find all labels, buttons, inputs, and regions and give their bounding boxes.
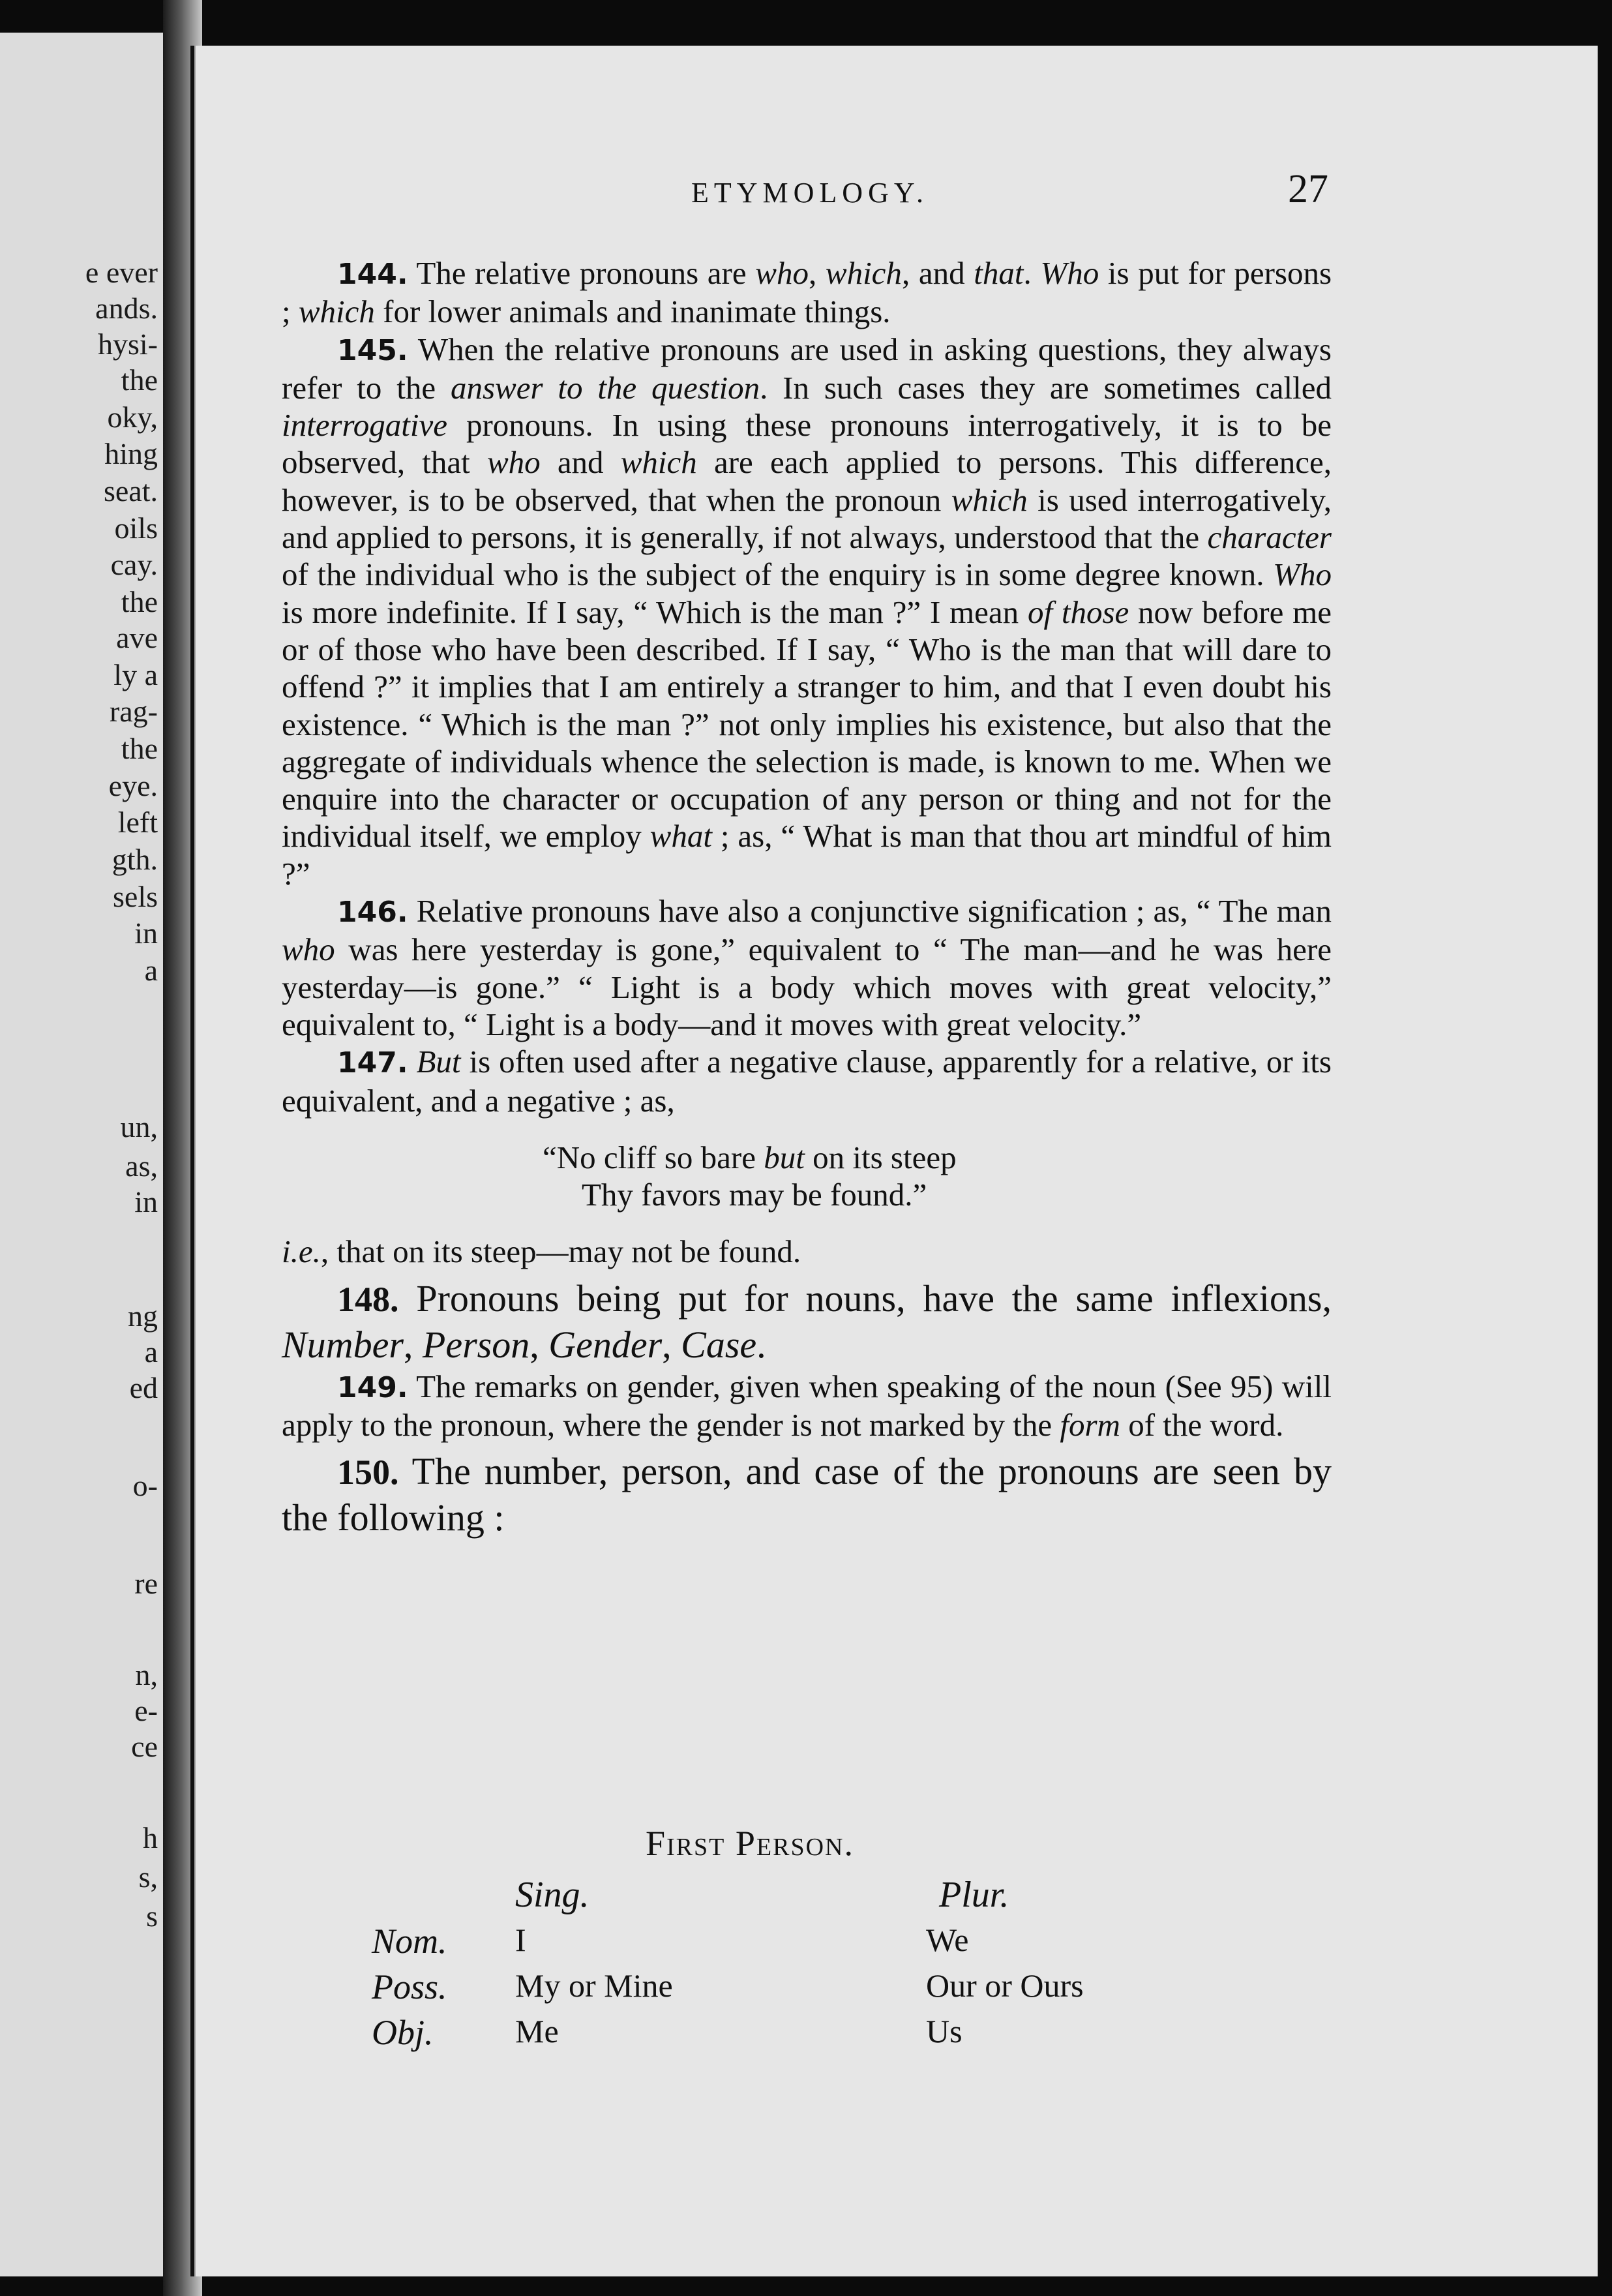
verse-line-2: Thy favors may be found.” <box>582 1177 927 1213</box>
paragraph-145: 145. When the relative pronouns are used in asking questions, they always refer to the answer to the question. In such cases they are sometimes called interrogative pronouns. In using these pronouns interrogatively, it is to be observed, that who and which are each applied to persons. This difference, however, is to be observed, that when the pronoun which is used interrogatively, and applied to persons, it is generally, if not always, understood that the character of the individual who is the subject of the enquiry is in some degree known. Who is more indefinite. If I say, “ Which is the man ?” I mean of those now before me or of those who have been described. If I say, “ Who is the man that will dare to offend ?” it implies that I am entirely a stranger to him, and that I even doubt his existence. “ Which is the man ?” not only implies his existence, but also that the aggregate of individuals whence the selection is made, is known to me. When we enquire into the character or occupation of any person or thing and not for the individual itself, we employ what ; as, “ What is man that thou art mindful of him ?” <box>282 331 1332 892</box>
left-page-fragment: e- <box>134 1694 158 1727</box>
table-row <box>372 1921 1350 1967</box>
left-page-fragment: cay. <box>110 548 158 581</box>
paragraph-144: 144. The relative pronouns are who, which, and that. Who is put for persons ; which for lower animals and inanimate things. <box>282 255 1332 330</box>
verse-quotation <box>282 1139 1332 1214</box>
left-page-fragment: hing <box>104 437 158 470</box>
column-header-plural: Plur. <box>939 1875 1009 1915</box>
left-page-fragment: hysi- <box>98 327 158 361</box>
paragraph-146: 146. Relative pronouns have also a conjunctive signification ; as, “ The man who was here yesterday is gone,” equivalent to “ The man—and he was here yesterday—is gone.” “ Light is a body which moves with great velocity,” equivalent to, “ Light is a body—and it moves with great velocity.” <box>282 893 1332 1042</box>
plural-form: Us <box>926 2013 963 2049</box>
left-page-fragment: un, <box>120 1110 158 1143</box>
left-page-fragment: sels <box>113 880 158 913</box>
case-label: Poss. <box>372 1967 447 2006</box>
left-page-fragment: as, <box>125 1149 158 1183</box>
left-page-fragment: in <box>134 1185 158 1218</box>
plural-form: Our or Ours <box>926 1967 1084 2004</box>
singular-form: My or Mine <box>515 1967 673 2004</box>
section-number: 149. <box>337 1370 408 1404</box>
column-header-singular: Sing. <box>515 1875 590 1915</box>
left-page-fragment: oils <box>114 511 158 545</box>
adjacent-page-fragment <box>0 33 163 2276</box>
section-number: 147. <box>337 1046 408 1080</box>
left-page-fragment: the <box>121 585 158 618</box>
table-row <box>372 1967 1350 2012</box>
left-page-fragment: the <box>121 363 158 397</box>
paragraph-150: 150. The number, person, and case of the pronouns are seen by the following : <box>282 1450 1332 1539</box>
paragraph-149: 149. The remarks on gender, given when speaking of the noun (See 95) will apply to the pronoun, where the gender is not marked by the form of the word. <box>282 1368 1332 1443</box>
page-edge <box>190 46 194 2276</box>
section-number: 148. <box>337 1279 399 1319</box>
left-page-fragment: s <box>146 1899 158 1933</box>
left-page-fragment: ave <box>116 621 158 654</box>
left-page-fragment: o- <box>132 1469 158 1502</box>
left-page-fragment: re <box>134 1567 158 1600</box>
running-header: ETYMOLOGY. <box>691 177 929 209</box>
left-page-fragment: ly a <box>113 658 158 691</box>
left-page-fragment: s, <box>138 1860 158 1894</box>
singular-form: Me <box>515 2013 559 2049</box>
left-page-fragment: oky, <box>107 400 158 434</box>
section-number: 144. <box>337 258 408 291</box>
section-number: 146. <box>337 896 408 929</box>
case-label: Obj. <box>372 2013 434 2052</box>
verse-explanation: i.e., that on its steep—may not be found. <box>282 1233 801 1270</box>
plural-form: We <box>926 1922 969 1958</box>
left-page-fragment: the <box>121 732 158 765</box>
body-text <box>282 254 1332 1541</box>
left-page-fragment: ands. <box>95 292 158 325</box>
left-page-fragment: e ever <box>85 256 158 289</box>
singular-form: I <box>515 1922 526 1958</box>
section-number: 150. <box>337 1453 399 1492</box>
left-page-fragment: n, <box>135 1658 158 1691</box>
left-page-fragment: ce <box>131 1730 158 1763</box>
left-page-fragment: seat. <box>103 474 158 507</box>
table-title: First Person. <box>646 1824 854 1863</box>
case-label: Nom. <box>372 1922 447 1961</box>
verse-line-1: “No cliff so bare but on its steep <box>543 1139 957 1175</box>
left-page-fragment: a <box>144 1335 158 1368</box>
paragraph-147: 147. But is often used after a negative clause, apparently for a relative, or its equivalent, and a negative ; as, <box>282 1044 1332 1119</box>
left-page-fragment: left <box>117 806 158 839</box>
paragraph-148: 148. Pronouns being put for nouns, have the same inflexions, Number, Person, Gender, Case. <box>282 1276 1332 1366</box>
left-page-fragment: gth. <box>112 843 158 876</box>
left-page-fragment: in <box>134 916 158 950</box>
left-page-fragment: a <box>144 954 158 987</box>
section-number: 145. <box>337 333 408 367</box>
left-page-fragment: eye. <box>108 769 158 802</box>
left-page-fragment: ed <box>129 1371 158 1404</box>
left-page-fragment: ng <box>128 1299 158 1333</box>
left-page-fragment: h <box>143 1821 158 1854</box>
table-row <box>372 2012 1350 2058</box>
left-page-fragment: rag- <box>109 695 158 728</box>
page-number: 27 <box>1288 167 1328 211</box>
